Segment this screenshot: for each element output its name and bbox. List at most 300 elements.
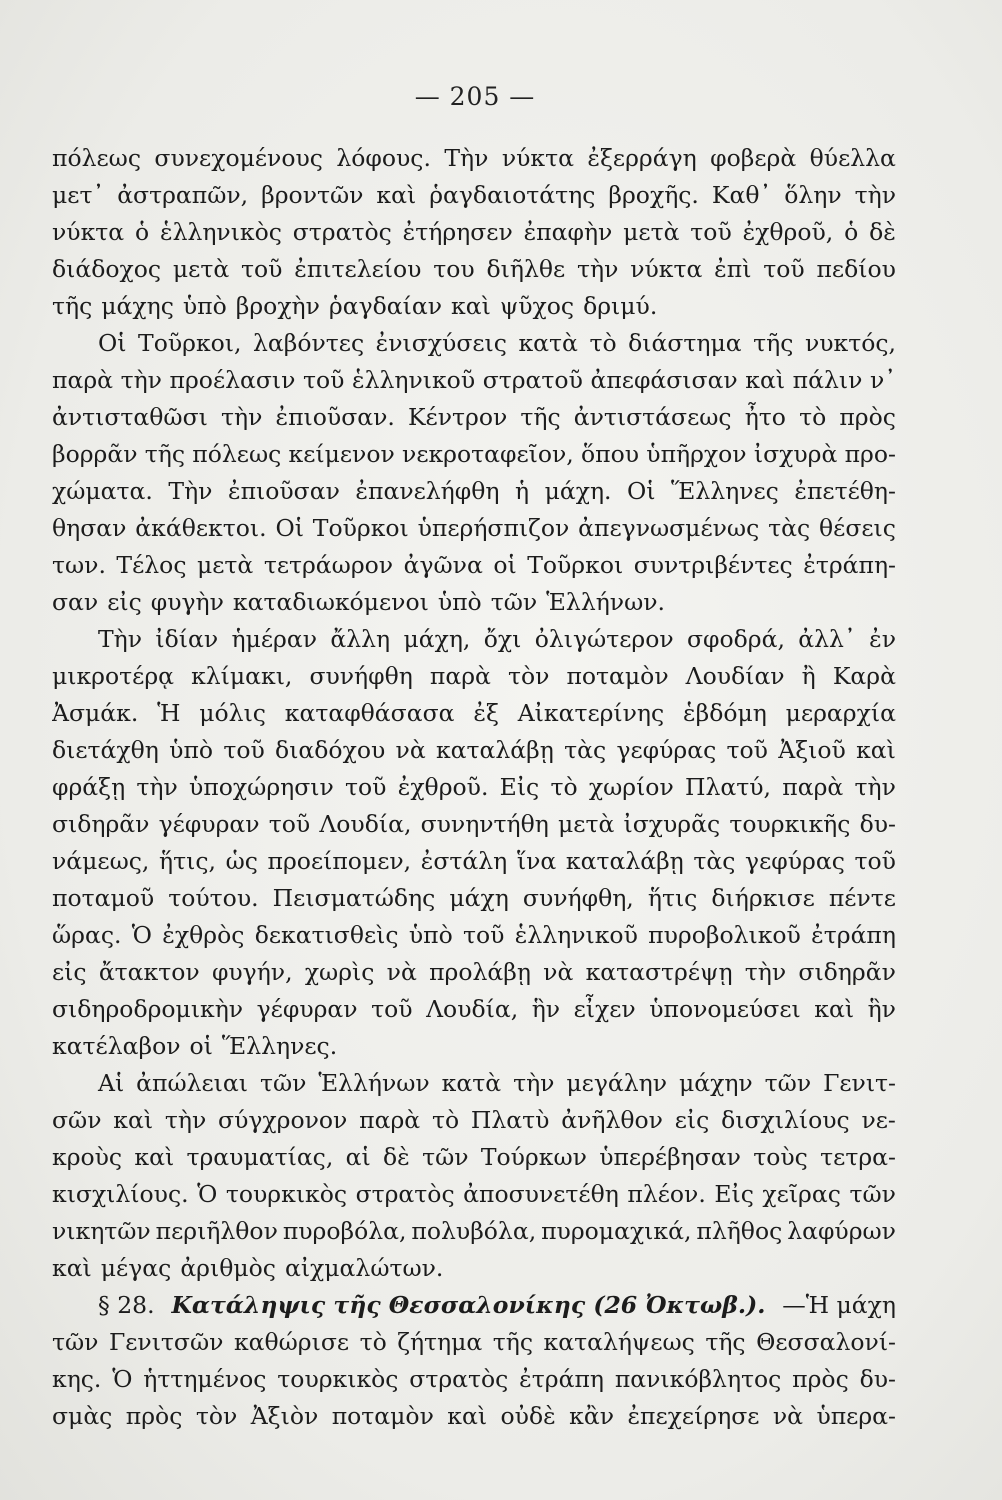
text-line [52, 806, 896, 843]
word: ὑπερα- [816, 1402, 896, 1430]
word: λαβόντες [253, 329, 365, 357]
text-line [52, 251, 896, 288]
word: μάχη, [403, 625, 471, 653]
word: μετὰ [558, 810, 615, 838]
word: δισχιλίους [721, 1106, 850, 1134]
word: τουρκικῆς [729, 810, 851, 838]
text-line [52, 917, 896, 954]
word: ἑβδόμη [683, 699, 767, 727]
word: ὑποχώρησιν [189, 773, 334, 801]
section-lines [52, 1324, 896, 1435]
word: μάχη. [544, 477, 612, 505]
word: ἄλλη [330, 625, 391, 653]
word: ἐπὶ [714, 255, 752, 283]
word: Τὴν [98, 625, 143, 653]
word: ἡ [514, 477, 530, 505]
word: δυ- [859, 1365, 896, 1393]
word: ποταμὸν [566, 662, 669, 690]
word: τὴν [220, 403, 263, 431]
word: βορρᾶν [52, 440, 138, 468]
word: ἀπεφάσισαν [590, 366, 738, 394]
word: καταστρέψῃ [585, 958, 733, 986]
word: διαδόχου [275, 736, 386, 764]
word: ἐτράπη [519, 1365, 604, 1393]
word: πρὸς [792, 1365, 849, 1393]
word: γεφύρας [616, 736, 717, 764]
word: πεδίου [816, 255, 896, 283]
word: Πλατύ, [684, 773, 771, 801]
word: Οἱ [98, 329, 127, 357]
word: φυγὴν [150, 588, 224, 616]
word: νὰ [772, 1402, 804, 1430]
word: πολυβόλα, [411, 1217, 537, 1245]
word: ἀποσυνετέθη [463, 1180, 619, 1208]
word: Εἰς [714, 1180, 754, 1208]
word: ἥτις [647, 884, 698, 912]
word: τοῦ [726, 736, 768, 764]
word: προέλασιν [169, 366, 296, 394]
word: αἰχμαλώτων. [284, 1254, 444, 1282]
word: πυροβολικοῦ [648, 921, 801, 949]
word: διάστημα [628, 329, 742, 357]
word: καταφθάσασα [284, 699, 455, 727]
word: ἀστραπῶν, [117, 181, 249, 209]
word: τοὺς [753, 1143, 808, 1171]
word: τετρα- [820, 1143, 896, 1171]
word: τὸν [507, 662, 550, 690]
text-line [52, 732, 896, 769]
word: Ἑλλήνων. [546, 588, 665, 616]
word: ἀκάθεκτοι. [135, 514, 267, 542]
word: νύκτα [630, 255, 703, 283]
word: τὰς [768, 514, 811, 542]
word: στρατοῦ [482, 366, 583, 394]
word: στρατὸς [292, 218, 392, 246]
word: Ὁ [131, 921, 152, 949]
word: τοῦ [268, 810, 311, 838]
word: μέγας [100, 1254, 172, 1282]
word: κατὰ [441, 1069, 502, 1097]
word: τὸ [799, 403, 827, 431]
word: ὑπὸ [182, 292, 227, 320]
text-line [52, 695, 896, 732]
word: μετὰ [196, 551, 254, 579]
word: σιδηροδρομικὴν [52, 995, 244, 1023]
word: Τέλος [116, 551, 187, 579]
word: τοῦ [345, 773, 387, 801]
text-line [52, 436, 896, 473]
word: αἱ [345, 1143, 371, 1171]
word: μεραρχία [785, 699, 896, 727]
word: καταλήψεως [543, 1328, 695, 1356]
word: τὴν [136, 773, 178, 801]
word: πόλεως [52, 144, 141, 172]
word: Κέντρον [407, 403, 508, 431]
word: Αἱ [98, 1069, 125, 1097]
word: διήρκισε [711, 884, 815, 912]
paragraph-lines [52, 140, 896, 1287]
word: τῶν [422, 1143, 469, 1171]
word: ἐστάλη [420, 847, 508, 875]
word: ὑπὸ [169, 736, 214, 764]
word: μετὰ [172, 255, 230, 283]
word: χωρίον [588, 773, 674, 801]
word: τὴν [164, 1106, 207, 1134]
word: ἐπετέθη- [794, 477, 896, 505]
text-line [52, 473, 896, 510]
word: ἐπεχείρησε [627, 1402, 760, 1430]
text-line [52, 769, 896, 806]
word: κἂν [569, 1402, 614, 1430]
word: σύγχρονον [218, 1106, 348, 1134]
word: νε- [861, 1106, 896, 1134]
word: οἱ [493, 551, 517, 579]
word: παρὰ [359, 1106, 421, 1134]
word: νὰ [543, 958, 574, 986]
word: ὅπου [581, 440, 640, 468]
text-line [52, 1250, 896, 1287]
word: ἢ [801, 662, 816, 690]
word: τοῦ [763, 255, 805, 283]
word: Ἡ [157, 699, 181, 727]
text-line [52, 288, 896, 325]
word: μάχη [449, 884, 509, 912]
word: καθώρισε [233, 1328, 350, 1356]
word: ἐπιοῦσαν [227, 477, 340, 505]
word: σιδηρᾶν [52, 810, 150, 838]
section-heading-line [52, 1287, 896, 1324]
text-line [52, 1028, 896, 1065]
word: τουρκικὸς [225, 1180, 348, 1208]
word: γέφυραν [158, 810, 260, 838]
word: ἦτο [744, 403, 786, 431]
word: Πλατὺ [470, 1106, 550, 1134]
text-line [52, 584, 896, 621]
word: νύκτα [52, 218, 125, 246]
word: πέντε [828, 884, 896, 912]
word: ἑλληνικοῦ [352, 366, 476, 394]
word: ἐν [869, 625, 896, 653]
word: νὰ [386, 958, 417, 986]
word: συνεχομένους [154, 144, 323, 172]
word: οὐδὲ [500, 1402, 556, 1430]
word: ἀλλ᾽ [798, 625, 856, 653]
word: παρὰ [782, 773, 844, 801]
word: βροχῆς. [608, 181, 699, 209]
word: τὴν [513, 1069, 555, 1097]
word: ἀπώλειαι [136, 1069, 248, 1097]
word: Ὁ [112, 1365, 133, 1393]
word: ὥρας. [52, 921, 122, 949]
section-number: § 28. [98, 1291, 155, 1319]
word: τὴν [577, 255, 619, 283]
word: φράξῃ [52, 773, 126, 801]
word: χεῖρας [762, 1180, 841, 1208]
word: πλέον. [627, 1180, 706, 1208]
text-line [52, 1102, 896, 1139]
text-line [52, 325, 896, 362]
word: ὁ [134, 218, 150, 246]
word: ζήτημα [397, 1328, 483, 1356]
word: καταδιωκόμενοι [232, 588, 429, 616]
text-line [52, 880, 896, 917]
word: συνήφθη, [522, 884, 634, 912]
word: κείμενον [288, 440, 395, 468]
word: ἐχθροῦ. [397, 773, 489, 801]
word: ἐπαφὴν [523, 218, 613, 246]
word: Οἱ [627, 477, 656, 505]
word: Καθ᾽ [711, 181, 772, 209]
word: σιδηρᾶν [798, 958, 896, 986]
word: ἀπεγνωσμένως [578, 514, 760, 542]
word: διετάχθη [52, 736, 159, 764]
word: ἐπιοῦσαν. [275, 403, 395, 431]
word: γέφυραν [256, 995, 358, 1023]
word: πρὸς [125, 1402, 183, 1430]
word: καὶ [134, 1143, 175, 1171]
word: τὴν [744, 958, 787, 986]
word: ἰσχυρὰ [753, 440, 838, 468]
text-line [52, 362, 896, 399]
word: θύελλα [809, 144, 896, 172]
word: κατέλαβον [52, 1032, 181, 1060]
word: Καρὰ [832, 662, 896, 690]
word: Οἱ [275, 514, 304, 542]
word: τούτου. [168, 884, 259, 912]
word: πυροβόλα, [282, 1217, 407, 1245]
word: μικροτέρᾳ [52, 662, 174, 690]
word: καὶ [856, 736, 896, 764]
word: ἑλληνικὸς [159, 218, 282, 246]
word: ἀντισταθῶσι [52, 403, 208, 431]
word: ὑπῆρχον [646, 440, 747, 468]
word: τὸ [550, 773, 578, 801]
word: πυρομαχικά, [541, 1217, 692, 1245]
word: τὴν [854, 181, 896, 209]
text-line [52, 214, 896, 251]
word: τῆς [144, 440, 186, 468]
word: τῆς [492, 1328, 534, 1356]
body-text [52, 140, 896, 1435]
word: τοῦ [371, 995, 413, 1023]
word: τετράωρον [263, 551, 394, 579]
word: σαν [52, 588, 99, 616]
word: Ἕλληνες [671, 477, 779, 505]
word: εἶχεν [573, 995, 636, 1023]
word: τῆς [705, 1328, 746, 1356]
word: Ἑλλήνων [318, 1069, 430, 1097]
word: στρατὸς [355, 1180, 455, 1208]
word: πάλιν [792, 366, 863, 394]
word: Γενιτσῶν [108, 1328, 224, 1356]
word: δὲ [869, 218, 896, 246]
word: ὄχι [483, 625, 522, 653]
word: τὴν [854, 773, 896, 801]
word: προλάβῃ [429, 958, 531, 986]
word: καὶ [745, 366, 786, 394]
word: λαφύρων [787, 1217, 896, 1245]
word: φοβερὰ [710, 144, 797, 172]
word: ῥαγδαιοτάτης [429, 181, 596, 209]
word: τοῦ [854, 847, 896, 875]
word: ὁ [844, 218, 859, 246]
word: διάδοχος [52, 255, 162, 283]
word: δὲ [383, 1143, 410, 1171]
text-line [52, 1139, 896, 1176]
word: Τοῦρκοι, [138, 329, 242, 357]
text-line [52, 1361, 896, 1398]
section-heading-tail: —Ἡ μάχη [782, 1291, 896, 1319]
word: παρὰ [429, 662, 491, 690]
word: τουρκικὸς [277, 1365, 399, 1393]
word: τὸ [359, 1328, 387, 1356]
word: καὶ [447, 1402, 488, 1430]
word: ἣν [531, 995, 561, 1023]
word: καὶ [113, 1106, 154, 1134]
word: μετ᾽ [52, 181, 105, 209]
word: καταλάβῃ [565, 847, 684, 875]
word: κλίμακι, [191, 662, 293, 690]
word: βροχὴν [235, 292, 320, 320]
text-line [52, 621, 896, 658]
word: ἐξερράγη [587, 144, 697, 172]
word: τῶν [764, 1069, 812, 1097]
word: ἡμέραν [231, 625, 317, 653]
word: ἐπιτελείου [294, 255, 422, 283]
word: κατὰ [518, 329, 578, 357]
word: θέσεις [819, 514, 896, 542]
word: Θεσσαλονί- [756, 1328, 896, 1356]
word: τοῦ [690, 218, 732, 246]
word: τὸ [431, 1106, 460, 1134]
word: ἰδίαν [155, 625, 219, 653]
word: Τούρκων [480, 1143, 587, 1171]
section-title: Κατάληψις τῆς Θεσσαλονίκης (26 Ὀκτωβ.). [171, 1291, 766, 1319]
word: τῶν [52, 1328, 99, 1356]
word: καὶ [814, 995, 855, 1023]
text-line [52, 177, 896, 214]
word: ἐνισχύσεις [375, 329, 507, 357]
word: νεκροταφεῖον, [402, 440, 574, 468]
word: ἣν [867, 995, 896, 1023]
word: ὀλιγώτερον [534, 625, 674, 653]
word: νύκτα [501, 144, 574, 172]
word: ἐπανελήφθη [355, 477, 500, 505]
text-line [52, 399, 896, 436]
word: ὡς [225, 847, 258, 875]
word: συνηντήθη [420, 810, 549, 838]
word: τοῦ [223, 736, 265, 764]
page-number: — 205 — [414, 82, 536, 111]
word: βροντῶν [261, 181, 364, 209]
word: Λουδίαν [685, 662, 785, 690]
word: συνήφθη [309, 662, 413, 690]
word: προ- [844, 440, 896, 468]
word: ἵνα [516, 847, 557, 875]
word: Ἀξιὸν [250, 1402, 319, 1430]
word: καταλάβῃ [435, 736, 554, 764]
word: γεφύρας [745, 847, 845, 875]
word: μάχην [678, 1069, 753, 1097]
word: εἰς [52, 958, 87, 986]
word: Ἀξιοῦ [778, 736, 846, 764]
word: Τοῦρκοι [312, 514, 409, 542]
word: λόφους. [336, 144, 431, 172]
word: τῆς [753, 329, 794, 357]
word: ἐχθροῦ, [742, 218, 834, 246]
word: μόλις [199, 699, 266, 727]
word: τῶν [490, 588, 538, 616]
word: σμὰς [52, 1402, 113, 1430]
word: χωρὶς [304, 958, 375, 986]
text-line [52, 510, 896, 547]
word: τραυματίας, [186, 1143, 334, 1171]
word: διῆλθε [486, 255, 566, 283]
word: σῶν [52, 1106, 102, 1134]
text-line [52, 843, 896, 880]
word: ψῦχος [499, 292, 575, 320]
text-line [52, 1065, 896, 1102]
word: ἐτράπη- [803, 551, 896, 579]
word: τῆς [520, 403, 561, 431]
word: νυκτός, [804, 329, 896, 357]
text-line [52, 547, 896, 584]
word: ὅλην [784, 181, 842, 209]
word: Εἰς [499, 773, 540, 801]
word: ἀνῆλθον [561, 1106, 663, 1134]
word: Ἕλληνες. [221, 1032, 338, 1060]
word: ὑπερήσπιζον [417, 514, 570, 542]
word: Ἀσμάκ. [52, 699, 139, 727]
word: ἰσχυρᾶς [623, 810, 721, 838]
word: ἀντιστάσεως [573, 403, 732, 431]
word: ἀριθμὸς [180, 1254, 276, 1282]
word: ἡττημένος [143, 1365, 267, 1393]
word: σφοδρά, [686, 625, 785, 653]
word: θησαν [52, 514, 127, 542]
text-line [52, 1176, 896, 1213]
word: εἰς [674, 1106, 710, 1134]
word: τὴν [120, 366, 162, 394]
word: ῥαγδαίαν [328, 292, 443, 320]
word: Λουδία, [319, 810, 412, 838]
word: ἀγῶνα [403, 551, 483, 579]
word: πρὸς [839, 403, 896, 431]
word: τὰς [564, 736, 607, 764]
word: τὸ [589, 329, 617, 357]
text-line [52, 1213, 896, 1250]
word: τοῦ [303, 366, 345, 394]
word: κισχιλίους. [52, 1180, 189, 1208]
word: πανικόβλητος [614, 1365, 782, 1393]
word: νάμεως, [52, 847, 150, 875]
word: τοῦ [463, 921, 505, 949]
word: Τὴν [444, 144, 489, 172]
word: ἄτακτον [98, 958, 200, 986]
word: τῶν [259, 1069, 307, 1097]
word: Τὴν [168, 477, 213, 505]
word: του [433, 255, 475, 283]
word: Λουδία, [426, 995, 519, 1023]
word: Τοῦρκοι [527, 551, 624, 579]
word: φυγήν, [211, 958, 293, 986]
word: ἐξ [473, 699, 499, 727]
text-line [52, 140, 896, 177]
word: τὰς [693, 847, 736, 875]
word: ν᾽ [869, 366, 896, 394]
word: νὰ [395, 736, 426, 764]
word: τῆς [52, 292, 93, 320]
